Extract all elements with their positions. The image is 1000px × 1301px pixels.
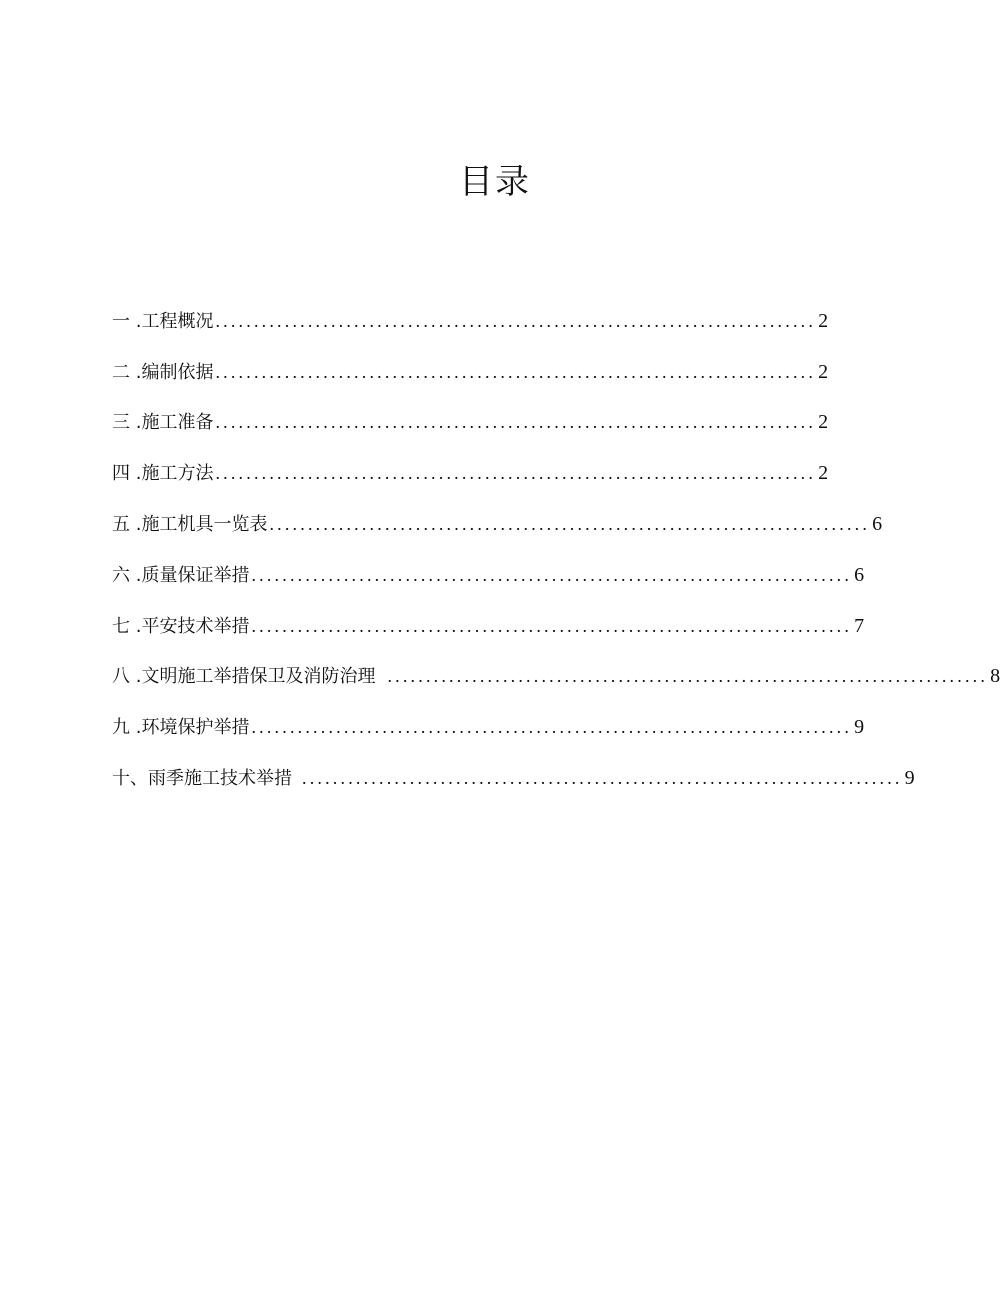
toc-entry[interactable] [112, 661, 1000, 691]
toc-entry[interactable] [112, 509, 883, 539]
toc-entry-label: 五 .施工机具一览表 [112, 514, 268, 535]
toc-entry-label: 一 .工程概况 [112, 311, 214, 332]
toc-entry[interactable] [112, 611, 865, 641]
toc-page-number: 8 [990, 665, 1000, 687]
toc-entry-label: 四 .施工方法 [112, 463, 214, 484]
toc-dot-leader: .............................................................................. [215, 463, 817, 483]
toc-page-number: 2 [818, 310, 829, 332]
toc-page-number: 9 [904, 767, 915, 789]
toc-entry-label: 三 .施工准备 [112, 412, 214, 433]
toc-entry[interactable] [112, 407, 829, 437]
toc-dot-leader: .............................................................................. [387, 666, 989, 686]
toc-entry[interactable] [112, 458, 829, 488]
toc-entry[interactable] [112, 712, 865, 742]
toc-dot-leader: .............................................................................. [251, 717, 853, 737]
toc-entry[interactable] [112, 560, 865, 590]
toc-entry-label: 十、雨季施工技术举措 [112, 768, 292, 789]
toc-entry-label: 六 .质量保证举措 [112, 565, 250, 586]
toc-page-number: 7 [854, 615, 865, 637]
toc-dot-leader: .............................................................................. [251, 565, 853, 585]
toc-dot-leader: .............................................................................. [215, 362, 817, 382]
toc-entry[interactable] [112, 357, 829, 387]
toc-page-number: 9 [854, 716, 865, 738]
toc-dot-leader: .............................................................................. [302, 768, 903, 788]
toc-entry-label: 二 .编制依据 [112, 362, 214, 383]
toc-entry-label: 七 .平安技术举措 [112, 616, 250, 637]
toc-entry-label: 八 .文明施工举措保卫及消防治理 [112, 666, 376, 687]
page-title: 目录 [459, 162, 531, 202]
toc-entry[interactable] [112, 763, 915, 793]
toc-page-number: 2 [818, 361, 829, 383]
toc-dot-leader: .............................................................................. [269, 514, 871, 534]
toc-page-number: 2 [818, 411, 829, 433]
toc-dot-leader: .............................................................................. [251, 616, 853, 636]
toc-page-number: 6 [872, 513, 883, 535]
toc-dot-leader: .............................................................................. [215, 412, 817, 432]
toc-entry-label: 九 .环境保护举措 [112, 717, 250, 738]
toc-page-number: 6 [854, 564, 865, 586]
toc-dot-leader: .............................................................................. [215, 311, 817, 331]
toc-entry[interactable] [112, 306, 829, 336]
toc-page-number: 2 [818, 462, 829, 484]
